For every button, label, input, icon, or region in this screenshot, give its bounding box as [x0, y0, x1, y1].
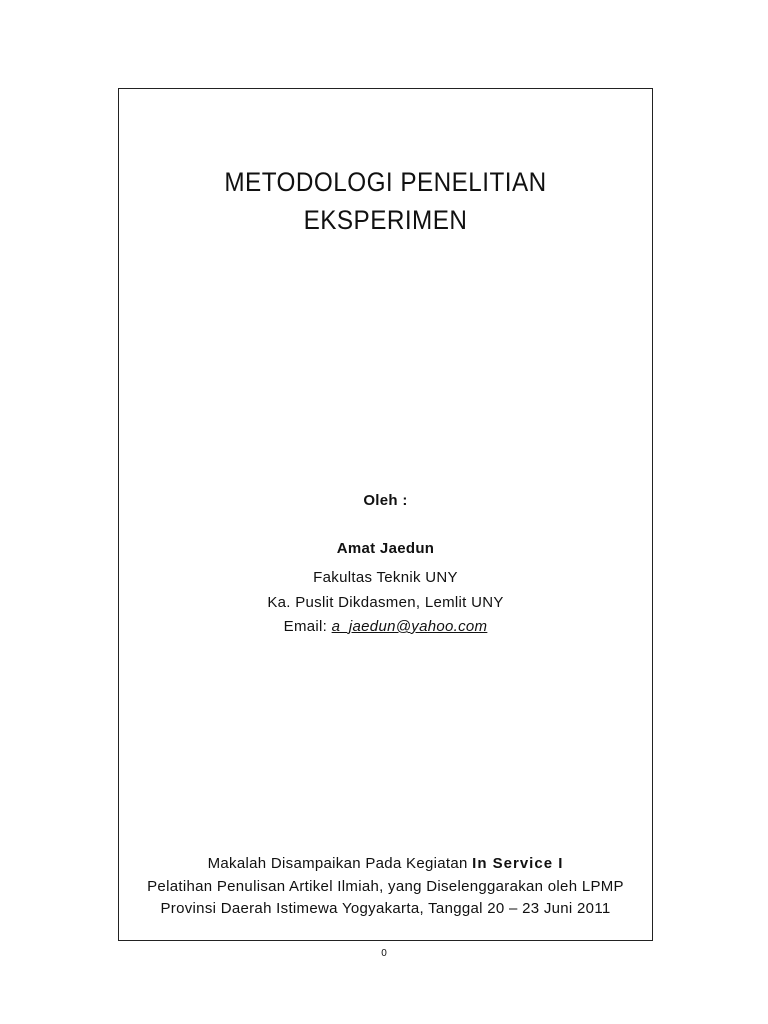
document-title-line-2: EKSPERIMEN [303, 205, 468, 235]
author-affiliation-2: Ka. Puslit Dikdasmen, Lemlit UNY [267, 594, 504, 611]
presentation-note-line-1 [119, 856, 652, 871]
email-link[interactable]: a_jaedun@yahoo.com [331, 618, 488, 635]
author-name: Amat Jaedun [336, 540, 435, 557]
cover-page-frame [118, 88, 653, 941]
by-label: Oleh : [363, 492, 408, 509]
author-affiliation-1: Fakultas Teknik UNY [313, 569, 458, 586]
page-number: 0 [381, 948, 387, 959]
document-title-line-1: METODOLOGI PENELITIAN [224, 167, 547, 197]
presentation-note-line-3: Provinsi Daerah Istimewa Yogyakarta, Tanggal 20 – 23 Juni 2011 [160, 900, 611, 917]
presentation-note-event: In Service I [472, 855, 564, 872]
presentation-note-line-2: Pelatihan Penulisan Artikel Ilmiah, yang Diselenggarakan oleh LPMP [147, 878, 624, 895]
email-label: Email: [283, 618, 328, 635]
presentation-note-prefix: Makalah Disampaikan Pada Kegiatan [207, 855, 468, 872]
author-email-line [119, 619, 652, 634]
